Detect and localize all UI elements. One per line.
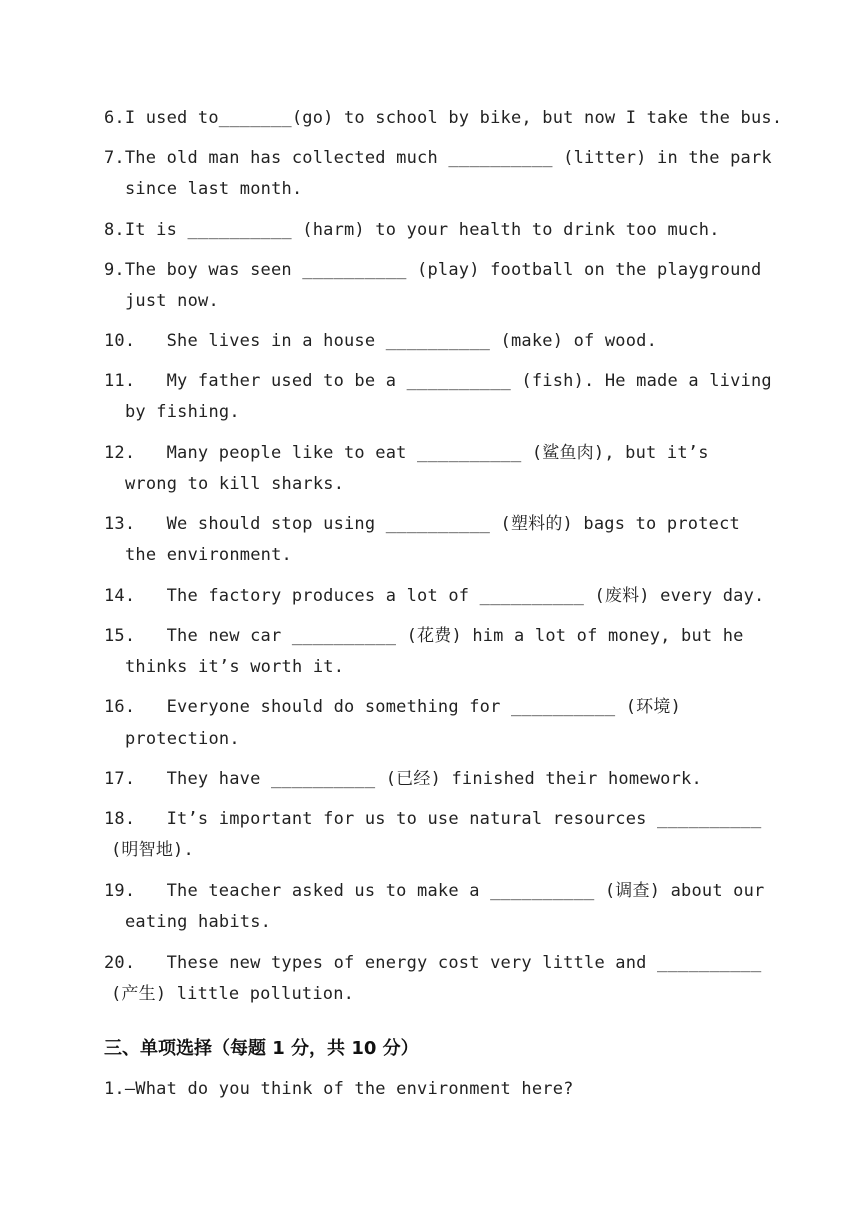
question-19-line-1: 19. The teacher asked us to make a __________ (调查) about our: [104, 881, 765, 901]
question-12-line-1: 12. Many people like to eat __________ (鲨鱼肉), but it’s: [104, 443, 709, 463]
question-6-line-1: 6.I used to_______(go) to school by bike, but now I take the bus.: [104, 108, 783, 128]
question-19-line-2: eating habits.: [125, 912, 272, 932]
question-7-line-1: 7.The old man has collected much __________ (litter) in the park: [104, 148, 772, 168]
question-18-line-1: 18. It’s important for us to use natural resources __________: [104, 809, 762, 829]
question-16-line-2: protection.: [125, 729, 240, 749]
question-13-line-1: 13. We should stop using __________ (塑料的) bags to protect: [104, 514, 740, 534]
question-9-line-2: just now.: [125, 291, 219, 311]
section-heading: 三、单项选择（每题 1 分，共 10 分）: [104, 1038, 419, 1059]
question-12-line-2: wrong to kill sharks.: [125, 474, 345, 494]
question-10-line-1: 10. She lives in a house __________ (make) of wood.: [104, 331, 658, 351]
question-11-line-2: by fishing.: [125, 402, 240, 422]
question-15-line-2: thinks it’s worth it.: [125, 657, 345, 677]
question-20-line-2: (产生) little pollution.: [111, 984, 355, 1004]
question-14-line-1: 14. The factory produces a lot of __________ (废料) every day.: [104, 586, 765, 606]
question-15-line-1: 15. The new car __________ (花费) him a lot of money, but he: [104, 626, 744, 646]
question-13-line-2: the environment.: [125, 545, 292, 565]
choice-question-1: 1.—What do you think of the environment here?: [104, 1079, 574, 1099]
question-9-line-1: 9.The boy was seen __________ (play) football on the playground: [104, 260, 762, 280]
question-8-line-1: 8.It is __________ (harm) to your health to drink too much.: [104, 220, 720, 240]
question-11-line-1: 11. My father used to be a __________ (fish). He made a living: [104, 371, 772, 391]
question-17-line-1: 17. They have __________ (已经) finished their homework.: [104, 769, 702, 789]
question-16-line-1: 16. Everyone should do something for __________ (环境): [104, 697, 682, 717]
question-7-line-2: since last month.: [125, 179, 303, 199]
question-18-line-2: (明智地).: [111, 840, 194, 860]
question-20-line-1: 20. These new types of energy cost very little and __________: [104, 953, 762, 973]
